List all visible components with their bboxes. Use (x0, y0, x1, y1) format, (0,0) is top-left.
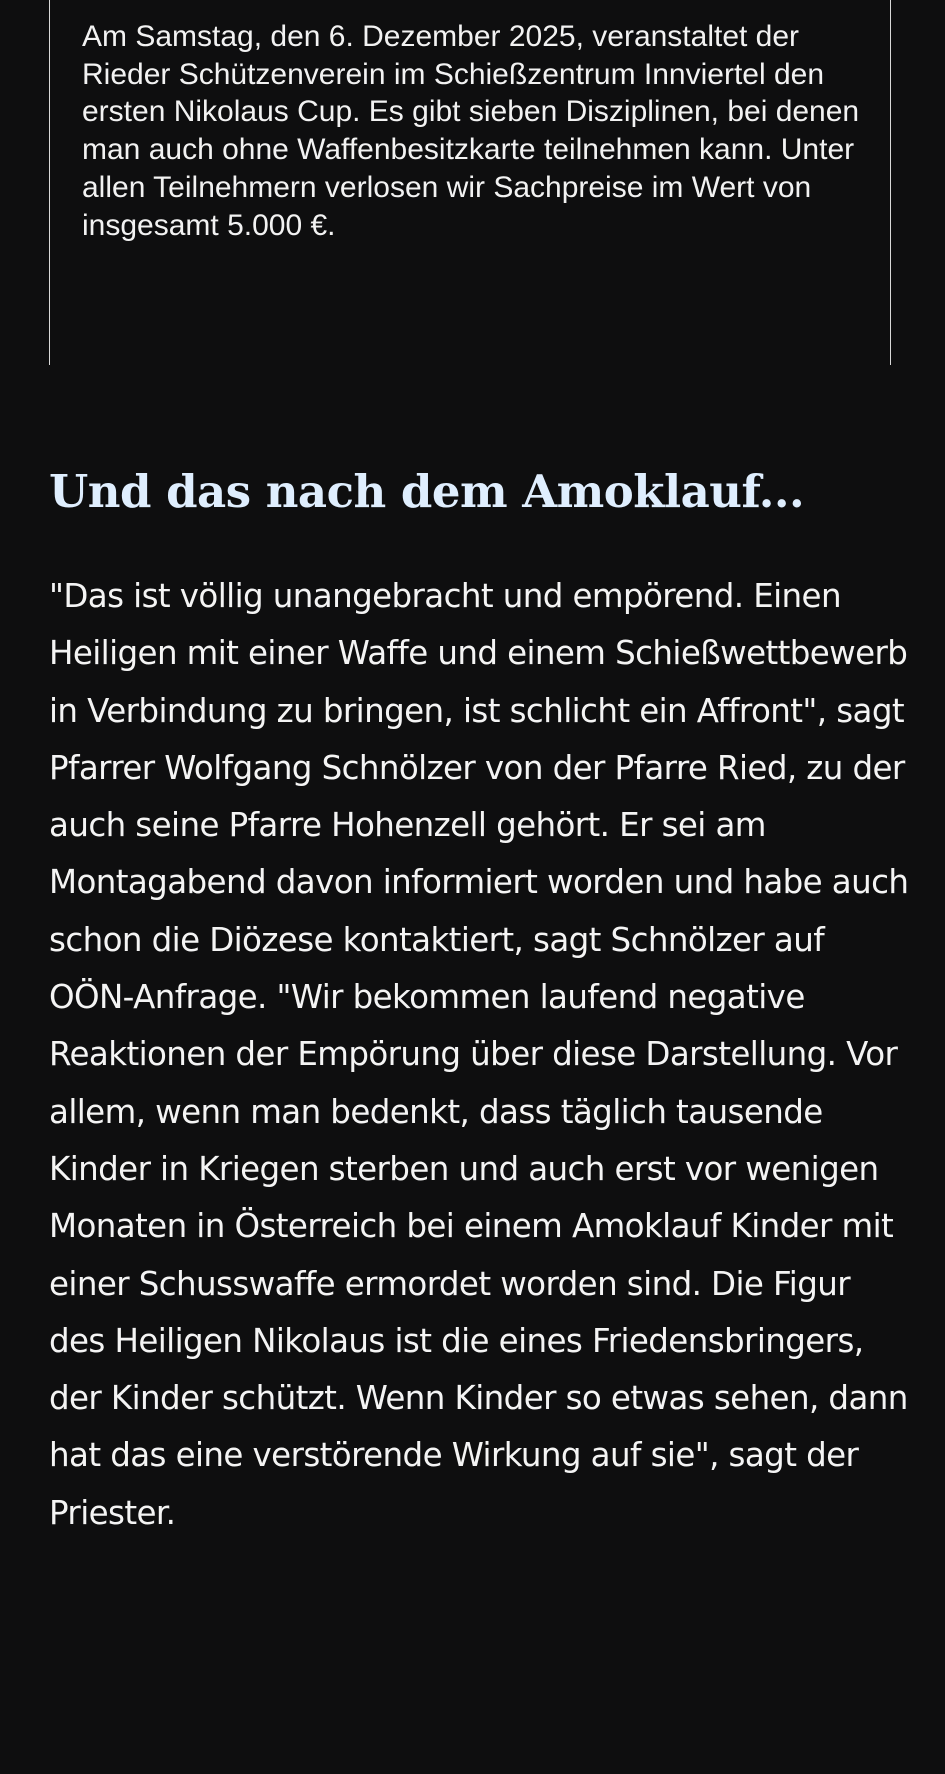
section-heading: Und das nach dem Amoklauf... (49, 465, 805, 518)
info-quote-box (49, 0, 891, 365)
info-quote-text: Am Samstag, den 6. Dezember 2025, veranstaltet der Rieder Schützenverein im Schießzentrum Innviertel den ersten Nikolaus Cup. Es gibt sieben Disziplinen, bei denen man auch ohne Waffenbesitzkarte teilnehmen kann. Unter allen Teilnehmern verlosen wir Sachpreise im Wert von insgesamt 5.000 €. (82, 20, 860, 242)
article-paragraph: "Das ist völlig unangebracht und empörend. Einen Heiligen mit einer Waffe und einem Schießwettbewerb in Verbindung zu bringen, ist schlicht ein Affront", sagt Pfarrer Wolfgang Schnölzer von der Pfarre Ried, zu der auch seine Pfarre Hohenzell gehört. Er sei am Montagabend davon informiert worden und habe auch schon die Diözese kontaktiert, sagt Schnölzer auf OÖN-Anfrage. "Wir bekommen laufend negative Reaktionen der Empörung über diese Darstellung. Vor allem, wenn man bedenkt, dass täglich tausende Kinder in Kriegen sterben und auch erst vor wenigen Monaten in Österreich bei einem Amoklauf Kinder mit einer Schusswaffe ermordet worden sind. Die Figur des Heiligen Nikolaus ist die eines Friedensbringers, der Kinder schützt. Wenn Kinder so etwas sehen, dann hat das eine verstörende Wirkung auf sie", sagt der Priester. (49, 577, 909, 1532)
